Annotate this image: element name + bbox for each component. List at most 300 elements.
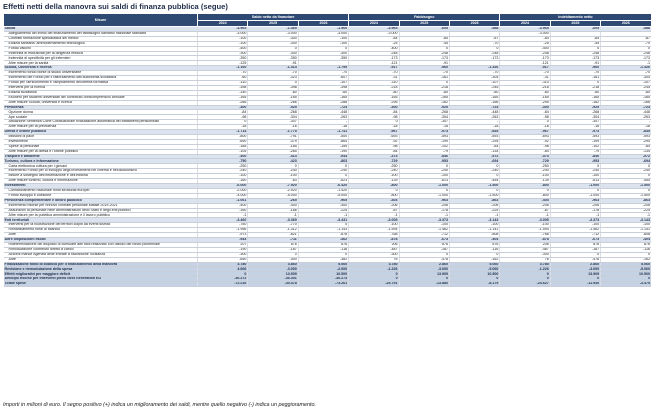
value-cell: 0	[601, 46, 651, 51]
value-cell: -404	[349, 198, 399, 203]
value-cell: -60	[298, 90, 348, 95]
value-cell: -821	[248, 233, 298, 238]
value-cell: -165	[601, 95, 651, 100]
row-label: Altre misure turismo, cultura e informazione	[4, 179, 198, 184]
value-cell: -206	[449, 203, 499, 208]
value-cell: -25.791	[349, 282, 399, 287]
row-label: Turismo, cultura e informazione	[4, 159, 198, 164]
value-cell: -250	[349, 164, 399, 169]
value-cell: -382	[298, 257, 348, 262]
value-cell: -750	[198, 223, 248, 228]
row-label: Trasporti e ambiente	[4, 154, 198, 159]
value-cell: -965	[298, 198, 348, 203]
row-label: Altre misure per la sanità	[4, 61, 198, 66]
value-cell: -165	[500, 95, 550, 100]
row-label: Investimenti	[4, 139, 198, 144]
value-cell: 5.060	[298, 262, 348, 267]
header-year: 2024	[349, 21, 399, 27]
effects-table	[3, 13, 652, 287]
value-cell: -1	[500, 213, 550, 218]
value-cell: -953	[550, 159, 600, 164]
value-cell: -80	[550, 90, 600, 95]
value-cell: -36.272	[198, 277, 248, 282]
value-cell: -414	[248, 154, 298, 159]
row-label: Fondo sviluppo e coesione	[4, 193, 198, 198]
row-label: Accordi mance Agenzia delle entrate a riscossione Sicilianza	[4, 252, 198, 257]
value-cell: -3.000	[198, 31, 248, 36]
value-cell: -304	[601, 76, 651, 81]
row-label: Fondo per l'arricchimento e l'ampliamento dell'offerta formativa	[4, 80, 198, 85]
value-cell: -3.000	[500, 31, 550, 36]
value-cell: -967	[349, 130, 399, 135]
value-cell: 3.780	[349, 262, 399, 267]
value-cell: -160	[198, 179, 248, 184]
value-cell: 0	[298, 164, 348, 169]
value-cell: -84	[349, 149, 399, 154]
header-group-fabbisogno: Fabbisogno	[349, 14, 500, 21]
value-cell: -116	[601, 247, 651, 252]
value-cell: -398	[248, 85, 298, 90]
value-cell: -248	[500, 51, 550, 56]
value-cell: -835	[601, 130, 651, 135]
value-cell: -70	[399, 71, 449, 76]
value-cell: -105	[198, 149, 248, 154]
value-cell: -31	[500, 76, 550, 81]
row-label: Interventi per la ricostruzione dei territori colpiti da eventi sismici	[4, 223, 198, 228]
value-cell: -323	[248, 76, 298, 81]
value-cell: -917	[500, 66, 550, 71]
value-cell: -218	[550, 85, 600, 90]
value-cell: -110	[349, 80, 399, 85]
row-label: Totale spese	[4, 282, 198, 287]
value-cell: -288	[298, 100, 348, 105]
value-cell: -173	[550, 56, 600, 61]
value-cell: -967	[500, 130, 550, 135]
value-cell: 0	[601, 252, 651, 257]
value-cell: -3.000	[550, 267, 600, 272]
value-cell: -462	[298, 237, 348, 242]
row-label: Spese di personale	[4, 144, 198, 149]
value-cell: -307	[248, 120, 298, 125]
value-cell: -187	[248, 247, 298, 252]
value-cell: -25	[349, 41, 399, 46]
page-title: Effetti netti della manovra sui saldi di finanza pubblica (segue)	[3, 2, 228, 11]
value-cell: -87	[449, 36, 499, 41]
value-cell: -100	[550, 223, 600, 228]
value-cell: -400	[198, 46, 248, 51]
value-cell: -404	[449, 237, 499, 242]
value-cell: -1	[349, 213, 399, 218]
value-cell: -588	[449, 27, 499, 32]
value-cell: -300	[248, 51, 298, 56]
header-year: 2026	[601, 21, 651, 27]
value-cell: 0	[449, 277, 499, 282]
value-cell: -60	[248, 90, 298, 95]
value-cell: -	[601, 120, 651, 125]
value-cell: 0	[248, 80, 298, 85]
value-cell: -24.627	[500, 282, 550, 287]
value-cell: -300	[198, 252, 248, 257]
value-cell: -2.000	[198, 188, 248, 193]
value-cell: -92	[500, 139, 550, 144]
value-cell: -45	[399, 41, 449, 46]
value-cell: -100	[198, 174, 248, 179]
value-cell: -206	[500, 203, 550, 208]
value-cell: -70	[198, 71, 248, 76]
value-cell: -3.000	[399, 267, 449, 272]
value-cell: -98	[198, 115, 248, 120]
value-cell: -268	[399, 110, 449, 115]
value-cell: -294	[601, 139, 651, 144]
value-cell: -350	[298, 56, 348, 61]
value-cell: -25	[500, 41, 550, 46]
value-cell: -206	[399, 203, 449, 208]
value-cell: -162	[399, 100, 449, 105]
value-cell: -300	[298, 51, 348, 56]
value-cell: -100	[399, 174, 449, 179]
value-cell: -225	[298, 208, 348, 213]
value-cell: -248	[449, 51, 499, 56]
value-cell: -300	[349, 252, 399, 257]
value-cell: -98	[500, 115, 550, 120]
value-cell: 0	[349, 120, 399, 125]
value-cell: -800	[500, 193, 550, 198]
row-label: Riflnanziamento fondi di bilancio	[4, 228, 198, 233]
value-cell: -963	[550, 198, 600, 203]
value-cell: -1	[399, 213, 449, 218]
value-cell: -165	[550, 95, 600, 100]
value-cell: -729	[500, 159, 550, 164]
value-cell: -240	[349, 169, 399, 174]
value-cell: -70	[248, 71, 298, 76]
value-cell: -178	[399, 208, 449, 213]
value-cell: -18	[500, 125, 550, 130]
value-cell: -225	[449, 208, 499, 213]
value-cell: -84	[500, 110, 550, 115]
value-cell: -190	[198, 247, 248, 252]
value-cell: -1	[601, 213, 651, 218]
value-cell: 0	[550, 188, 600, 193]
value-cell: -199	[399, 139, 449, 144]
value-cell: -1.500	[601, 193, 651, 198]
value-cell: -125	[198, 61, 248, 66]
value-cell: -400	[298, 203, 348, 208]
value-cell: -240	[449, 169, 499, 174]
value-cell: 13.909	[550, 272, 600, 277]
value-cell: -80	[349, 90, 399, 95]
value-cell: -110	[500, 80, 550, 85]
value-cell: -770	[248, 223, 298, 228]
value-cell: -400	[198, 154, 248, 159]
row-label: Incremento risorse per rinnovo contratti personale statale 2019-2021	[4, 203, 198, 208]
value-cell: -5.060	[449, 267, 499, 272]
value-cell: -944	[298, 154, 348, 159]
value-cell: 0	[601, 277, 651, 282]
value-cell: 3.860	[248, 262, 298, 267]
value-cell: -3.460	[198, 218, 248, 223]
value-cell: -91	[248, 61, 298, 66]
value-cell: -98	[349, 115, 399, 120]
value-cell: -295	[500, 100, 550, 105]
value-cell: 0	[198, 120, 248, 125]
value-cell: -263	[298, 115, 348, 120]
row-label: Indennità di specificità per gli infermieri	[4, 56, 198, 61]
value-cell: -1.420	[298, 188, 348, 193]
value-cell: -139	[500, 179, 550, 184]
value-cell: -863	[449, 198, 499, 203]
value-cell: -162	[449, 257, 499, 262]
value-cell: -2.000	[298, 267, 348, 272]
header-year: 2024	[198, 21, 248, 27]
value-cell: -165	[298, 95, 348, 100]
value-cell: 3.780	[500, 262, 550, 267]
row-label: Effetti migliorativi per maggiore deficit	[4, 272, 198, 277]
value-cell: -185	[248, 144, 298, 149]
row-label: Finalizzazione fondi di bilancio per il finanziamento della manovra	[4, 262, 198, 267]
value-cell: -139	[349, 179, 399, 184]
value-cell: -206	[550, 203, 600, 208]
value-cell: -100	[198, 41, 248, 46]
value-cell: -593	[550, 134, 600, 139]
value-cell: 0	[399, 188, 449, 193]
value-cell: -206	[601, 203, 651, 208]
value-cell: -84	[349, 110, 399, 115]
value-cell: -300	[349, 105, 399, 110]
value-cell: -3.000	[248, 31, 298, 36]
value-cell: -80	[601, 90, 651, 95]
row-label: Cofinanziamento nazionale fondi strutturali europei	[4, 188, 198, 193]
value-cell: -1.000	[550, 193, 600, 198]
header-year: 2025	[399, 21, 449, 27]
row-label: Scuola, Università e ricerca	[4, 66, 198, 71]
value-cell: -623	[298, 179, 348, 184]
value-cell: -199	[550, 139, 600, 144]
value-cell: -613	[399, 179, 449, 184]
value-cell: -572	[449, 154, 499, 159]
value-cell: -173	[601, 56, 651, 61]
value-cell: -3.965	[198, 27, 248, 32]
value-cell: -250	[198, 164, 248, 169]
value-cell: -72.216	[198, 282, 248, 287]
row-label: Altre	[4, 257, 198, 262]
value-cell: -100	[349, 223, 399, 228]
value-cell: -448	[298, 110, 348, 115]
row-label: Missioni di pace	[4, 134, 198, 139]
value-cell: -16	[550, 125, 600, 130]
value-cell: -878	[298, 233, 348, 238]
value-cell: -166	[449, 100, 499, 105]
value-cell: -448	[601, 110, 651, 115]
row-label: Altre misure Scuola, università e ricerca	[4, 100, 198, 105]
value-cell: 0	[349, 277, 399, 282]
value-cell: -8.179	[449, 282, 499, 287]
value-cell: 0	[298, 46, 348, 51]
value-cell: -121	[500, 61, 550, 66]
value-cell: 5.060	[601, 262, 651, 267]
value-cell: -300	[248, 36, 298, 41]
value-cell: -1.141	[449, 228, 499, 233]
header-misure: Misure	[4, 14, 198, 27]
value-cell: -5.000	[298, 193, 348, 198]
value-cell: 0	[449, 164, 499, 169]
value-cell: -300	[500, 105, 550, 110]
value-cell: -404	[500, 198, 550, 203]
row-label: Interventi per la ricerca	[4, 85, 198, 90]
value-cell: -100	[298, 41, 348, 46]
value-cell: -245	[601, 85, 651, 90]
value-cell: 13.909	[399, 272, 449, 277]
value-cell: -572	[601, 154, 651, 159]
value-cell: -800	[349, 184, 399, 189]
value-cell: -2.920	[248, 188, 298, 193]
value-cell: -	[449, 120, 499, 125]
value-cell: -6.420	[298, 184, 348, 189]
value-cell: 0	[449, 252, 499, 257]
value-cell: 0	[248, 252, 298, 257]
row-label: Incremento fondo borse di studio universitarie	[4, 71, 198, 76]
value-cell: -1.226	[500, 267, 550, 272]
value-cell: -70	[449, 71, 499, 76]
value-cell: -808	[601, 233, 651, 238]
value-cell: -248	[349, 51, 399, 56]
value-cell: -268	[248, 110, 298, 115]
value-cell: -307	[550, 120, 600, 125]
value-cell: -693	[349, 134, 399, 139]
row-label: Edilizia scolastica	[4, 90, 198, 95]
table-body	[4, 27, 652, 287]
value-cell: 0	[449, 174, 499, 179]
value-cell: -835	[449, 130, 499, 135]
value-cell: 0	[298, 223, 348, 228]
value-cell: -953	[399, 159, 449, 164]
value-cell: 0	[550, 80, 600, 85]
value-cell: -487	[349, 247, 399, 252]
value-cell: -1	[601, 61, 651, 66]
row-label: Attuazione Sentenza Corte Costituzionale rivalutazione automatica dei trattamenti pensionistici	[4, 120, 198, 125]
value-cell: -245	[449, 85, 499, 90]
value-cell: -1.956	[198, 228, 248, 233]
value-cell: 0	[550, 46, 600, 51]
value-cell: -1.326	[601, 66, 651, 71]
value-cell: -398	[198, 85, 248, 90]
value-cell: -607	[298, 76, 348, 81]
value-cell: -248	[550, 51, 600, 56]
value-cell: -1.500	[449, 193, 499, 198]
row-label: Sanità	[4, 27, 198, 32]
value-cell: -454	[601, 179, 651, 184]
value-cell: -100	[449, 223, 499, 228]
value-cell: -1.462	[399, 228, 449, 233]
value-cell: -18	[601, 125, 651, 130]
value-cell: -3.965	[500, 27, 550, 32]
value-cell: -100	[349, 174, 399, 179]
value-cell: -165	[248, 95, 298, 100]
value-cell: -605	[399, 27, 449, 32]
value-cell: -263	[601, 115, 651, 120]
value-cell: 876	[449, 242, 499, 247]
value-cell: -925	[248, 105, 298, 110]
value-cell: -863	[298, 159, 348, 164]
value-cell: 0	[399, 80, 449, 85]
value-cell: -84	[399, 36, 449, 41]
row-label: Rimodulazione contributo diretto a carico	[4, 247, 198, 252]
value-cell: -30.478	[248, 282, 298, 287]
value-cell: 10.500	[298, 272, 348, 277]
row-label: Difesa e ordine pubblico	[4, 130, 198, 135]
value-cell: -190	[298, 149, 348, 154]
footnote: Importi in milioni di euro. Il segno positivo (+) indica un miglioramento dei saldi, mentre quello negativo (-) indica un peggioramento.	[3, 402, 316, 408]
value-cell: -1.795	[298, 66, 348, 71]
value-cell: -240	[198, 169, 248, 174]
value-cell: -36.273	[298, 277, 348, 282]
value-cell: 876	[298, 242, 348, 247]
value-cell: -165	[349, 95, 399, 100]
value-cell: -266	[248, 100, 298, 105]
value-cell: -487	[500, 247, 550, 252]
value-cell: -960	[550, 66, 600, 71]
value-cell: -304	[248, 115, 298, 120]
value-cell: -694	[449, 159, 499, 164]
value-cell: 0	[449, 188, 499, 193]
row-label: Edilizia sanitaria: ammodernamento tecnologico	[4, 41, 198, 46]
value-cell: -3.373	[399, 218, 449, 223]
value-cell: -84	[500, 149, 550, 154]
value-cell: -1.314	[248, 66, 298, 71]
value-cell: -400	[198, 203, 248, 208]
value-cell: -3.005	[349, 218, 399, 223]
value-cell: 0	[550, 164, 600, 169]
value-cell: -478	[550, 257, 600, 262]
value-cell: -240	[500, 169, 550, 174]
value-cell: -87	[601, 36, 651, 41]
value-cell: -1.061	[198, 198, 248, 203]
header-year: 2025	[550, 21, 600, 27]
value-cell: 0	[500, 120, 550, 125]
value-cell: -963	[399, 198, 449, 203]
value-cell: 76	[500, 257, 550, 262]
value-cell: -960	[399, 66, 449, 71]
value-cell: -98	[500, 144, 550, 149]
value-cell: -100	[500, 174, 550, 179]
value-cell: -161	[550, 76, 600, 81]
value-cell: -70	[500, 71, 550, 76]
value-cell: -6.000	[198, 184, 248, 189]
value-cell: -107	[298, 80, 348, 85]
value-cell: -1.594	[349, 228, 399, 233]
value-cell: 0	[349, 272, 399, 277]
value-cell: -162	[601, 257, 651, 262]
value-cell: -373	[500, 154, 550, 159]
value-cell: -166	[601, 100, 651, 105]
value-cell: -1.000	[399, 193, 449, 198]
value-cell: -134	[601, 149, 651, 154]
value-cell: -300	[248, 41, 298, 46]
row-label: Incremento del Fondo per il rafforzamento dell'autonomia scolastica	[4, 76, 198, 81]
value-cell: -165	[399, 95, 449, 100]
value-cell: -225	[601, 208, 651, 213]
value-cell: -350	[198, 56, 248, 61]
value-cell: 0	[248, 46, 298, 51]
value-cell: -694	[601, 159, 651, 164]
value-cell: -160	[198, 208, 248, 213]
row-label: Ape sociale	[4, 115, 198, 120]
header-year: 2025	[248, 21, 298, 27]
value-cell: -400	[349, 46, 399, 51]
value-cell: -60	[198, 76, 248, 81]
value-cell: 0	[399, 252, 449, 257]
value-cell: -400	[248, 203, 298, 208]
value-cell: 206	[349, 242, 399, 247]
